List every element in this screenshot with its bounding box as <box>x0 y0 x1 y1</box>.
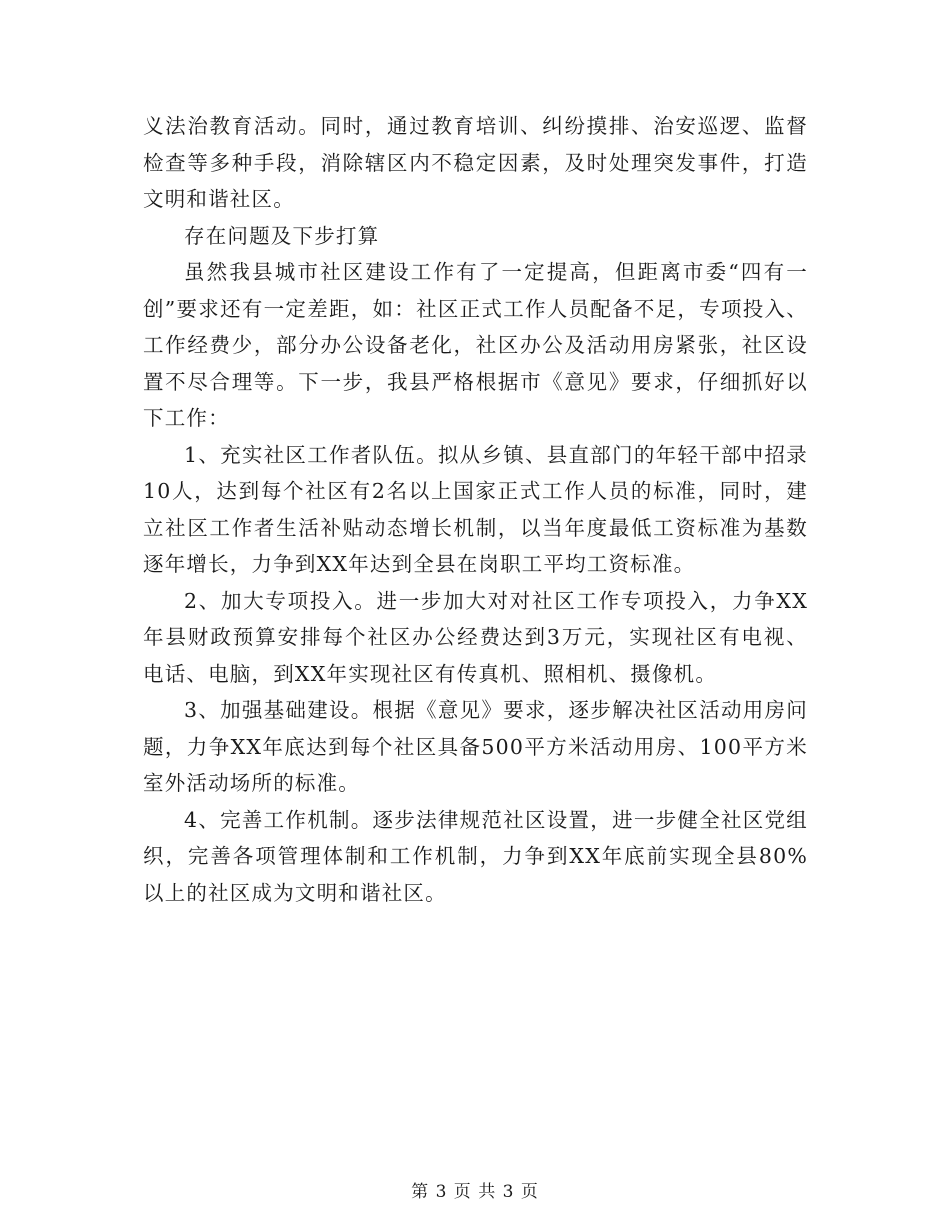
paragraph-continuation: 义法治教育活动。同时，通过教育培训、纠纷摸排、治安巡逻、监督检查等多种手段，消除辖区内不稳定因素，及时处理突发事件，打造文明和谐社区。 <box>143 114 808 211</box>
page-footer <box>0 1181 950 1203</box>
paragraph-item-3: 3、加强基础建设。根据《意见》要求，逐步解决社区活动用房问题，力争XX年底达到每个社区具备500平方米活动用房、100平方米室外活动场所的标准。 <box>143 698 808 795</box>
paragraph-problems: 虽然我县城市社区建设工作有了一定提高，但距离市委“四有一创”要求还有一定差距，如：社区正式工作人员配备不足，专项投入、工作经费少，部分办公设备老化，社区办公及活动用房紧张，社区设置不尽合理等。下一步，我县严格根据市《意见》要求，仔细抓好以下工作： <box>143 260 808 430</box>
page-number-label: 第 3 页 共 3 页 <box>411 1182 539 1202</box>
document-body <box>143 108 808 911</box>
paragraph-item-2: 2、加大专项投入。进一步加大对对社区工作专项投入，力争XX年县财政预算安排每个社区办公经费达到3万元，实现社区有电视、电话、电脑，到XX年实现社区有传真机、照相机、摄像机。 <box>143 588 808 686</box>
section-heading: 存在问题及下步打算 <box>184 223 380 248</box>
paragraph-item-1: 1、充实社区工作者队伍。拟从乡镇、县直部门的年轻干部中招录10人，达到每个社区有2名以上国家正式工作人员的标准，同时，建立社区工作者生活补贴动态增长机制，以当年度最低工资标准为基数逐年增长，力争到XX年达到全县在岗职工平均工资标准。 <box>143 442 808 576</box>
paragraph-item-4: 4、完善工作机制。逐步法律规范社区设置，进一步健全社区党组织，完善各项管理体制和工作机制，力争到XX年底前实现全县80%以上的社区成为文明和谐社区。 <box>143 807 808 905</box>
